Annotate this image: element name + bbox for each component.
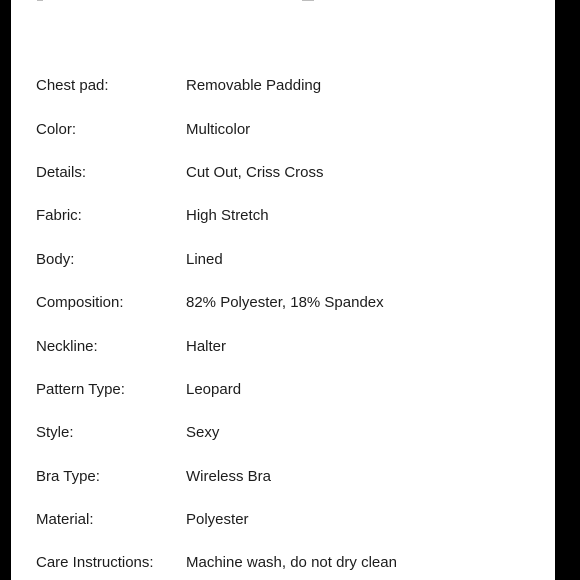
clipped-glyph [37, 0, 43, 1]
spec-value: High Stretch [186, 207, 269, 225]
spec-row-style [11, 411, 555, 454]
spec-label: Body: [36, 250, 75, 268]
spec-value: Leopard [186, 380, 242, 398]
spec-value: Sexy [186, 424, 220, 442]
spec-label: Neckline: [36, 337, 98, 355]
spec-row-neckline [11, 324, 555, 367]
spec-value: 82% Polyester, 18% Spandex [186, 294, 384, 312]
spec-label: Material: [36, 511, 94, 529]
spec-label: Color: [36, 120, 77, 138]
spec-value: Cut Out, Criss Cross [186, 163, 324, 181]
spec-label: Fabric: [36, 207, 82, 225]
spec-label: Bra Type: [36, 467, 100, 485]
spec-value: Lined [186, 250, 223, 268]
spec-label: Chest pad: [36, 77, 109, 95]
spec-row-fabric [11, 194, 555, 237]
spec-value: Halter [186, 337, 227, 355]
spec-row-details [11, 151, 555, 194]
spec-value: Wireless Bra [186, 467, 272, 485]
spec-label: Style: [36, 424, 74, 442]
product-spec-panel [11, 0, 555, 580]
spec-row-color [11, 107, 555, 150]
spec-value: Machine wash, do not dry clean [186, 554, 397, 572]
spec-value: Polyester [186, 511, 249, 529]
spec-row-body [11, 238, 555, 281]
spec-label: Pattern Type: [36, 380, 125, 398]
spec-label: Care Instructions: [36, 554, 154, 572]
clipped-header-edge [11, 0, 555, 9]
clipped-glyph [302, 0, 314, 1]
spec-label: Details: [36, 163, 87, 181]
spec-row-chest-pad [11, 64, 555, 107]
spec-value: Removable Padding [186, 77, 322, 95]
spec-row-care-instructions [11, 541, 555, 580]
spec-row-pattern-type [11, 368, 555, 411]
spec-value: Multicolor [186, 120, 251, 138]
spec-list [11, 64, 555, 580]
spec-row-composition [11, 281, 555, 324]
spec-row-bra-type [11, 455, 555, 498]
spec-row-material [11, 498, 555, 541]
spec-label: Composition: [36, 294, 124, 312]
